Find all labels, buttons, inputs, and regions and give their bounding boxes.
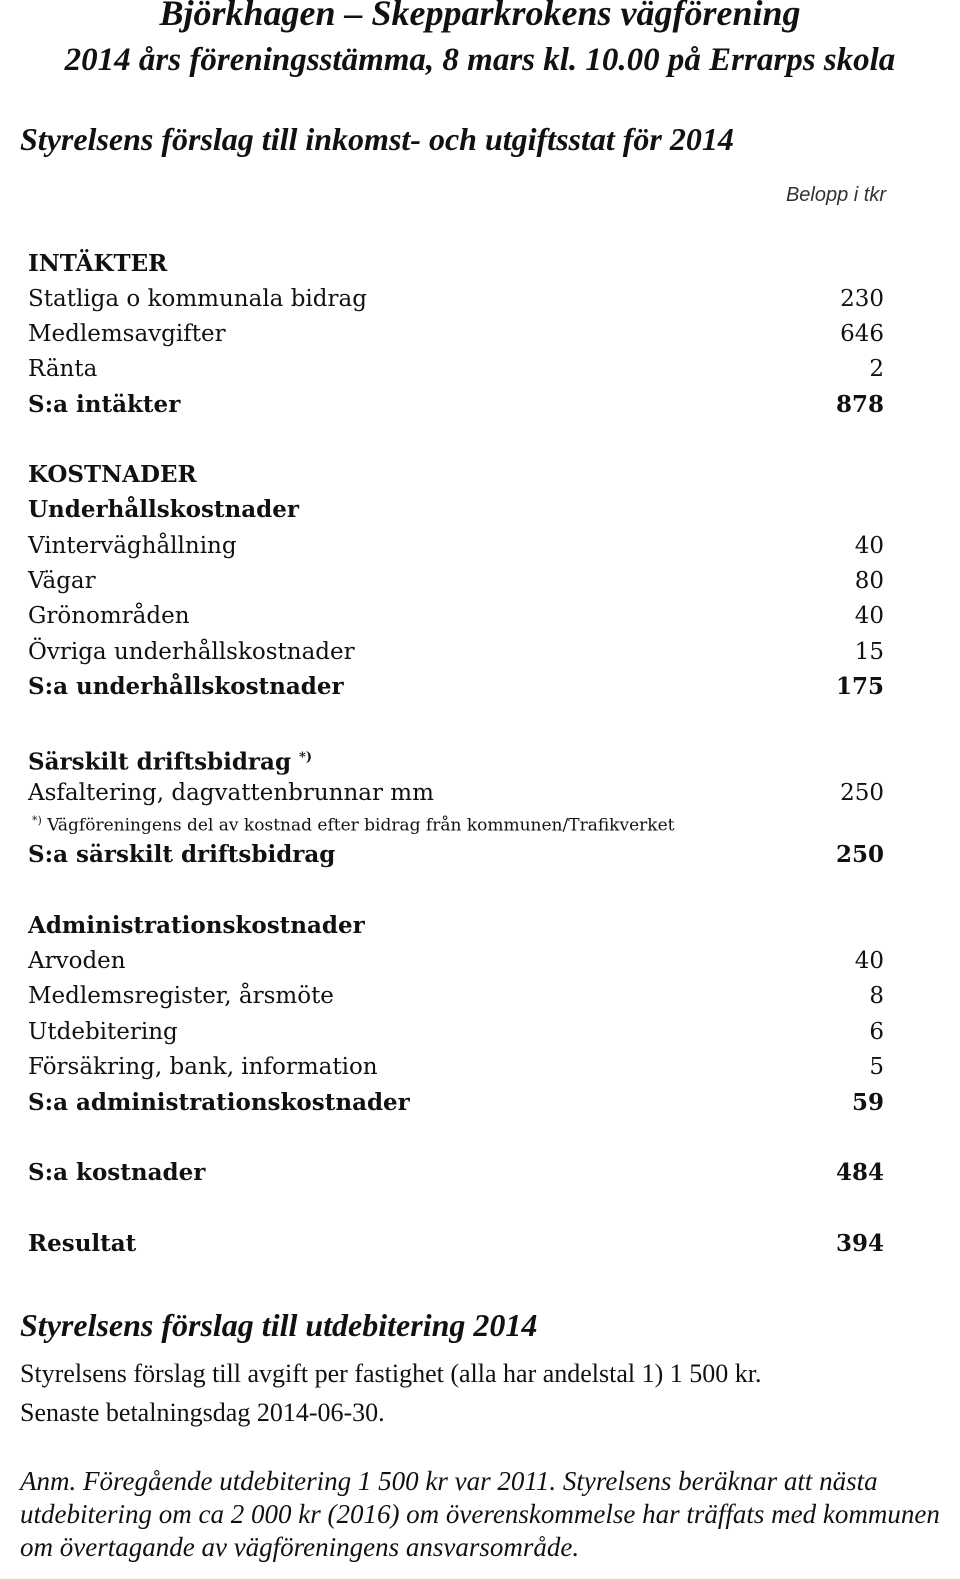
footnote-marker: *) (299, 750, 312, 765)
special-contribution-heading: Särskilt driftsbidrag *) (28, 748, 312, 776)
admin-row: Försäkring, bank, information 5 (28, 1054, 884, 1080)
remark-text: Anm. Föregående utdebitering 1 500 kr var 2011. Styrelsens beräknar att nästa utdebitering om ca 2 000 kr (2016) om överenskommelse har träffats med kommunen om övertagande av vägföreningens ansvarsområde. (20, 1466, 940, 1562)
maintenance-row: Grönområden 40 (28, 603, 884, 629)
income-total-row: S:a intäkter 878 (28, 391, 884, 418)
footnote: *) Vägföreningens del av kostnad efter bidrag från kommunen/Trafikverket (32, 814, 675, 836)
document-subtitle: 2014 års föreningsstämma, 8 mars kl. 10.00 på Errarps skola (64, 42, 896, 78)
document-title: Björkhagen – Skepparkrokens vägförening (159, 0, 801, 33)
admin-heading: Administrationskostnader (28, 912, 365, 939)
admin-total-row: S:a administrationskostnader 59 (28, 1089, 884, 1116)
costs-heading: KOSTNADER (28, 461, 197, 488)
special-contribution-row: Asfaltering, dagvattenbrunnar mm 250 (28, 780, 884, 806)
maintenance-total-row: S:a underhållskostnader 175 (28, 673, 884, 700)
fee-proposal-text: Styrelsens förslag till avgift per fastighet (alla har andelstal 1) 1 500 kr. (20, 1359, 762, 1388)
income-row: Medlemsavgifter 646 (28, 321, 884, 347)
amount-unit-note: Belopp i tkr (785, 184, 886, 206)
admin-row: Medlemsregister, årsmöte 8 (28, 983, 884, 1009)
income-row: Statliga o kommunala bidrag 230 (28, 286, 884, 312)
payment-deadline-text: Senaste betalningsdag 2014-06-30. (20, 1398, 385, 1427)
maintenance-row: Övriga underhållskostnader 15 (28, 639, 884, 665)
admin-row: Arvoden 40 (28, 948, 884, 974)
maintenance-row: Vinterväghållning 40 (28, 533, 884, 559)
maintenance-row: Vägar 80 (28, 568, 884, 594)
fee-heading: Styrelsens förslag till utdebitering 2014 (20, 1307, 538, 1343)
maintenance-heading: Underhållskostnader (28, 496, 299, 523)
costs-total-row: S:a kostnader 484 (28, 1159, 884, 1186)
special-contribution-total-row: S:a särskilt driftsbidrag 250 (28, 841, 884, 868)
result-row: Resultat 394 (28, 1230, 884, 1257)
admin-row: Utdebitering 6 (28, 1019, 884, 1045)
income-heading: INTÄKTER (28, 250, 168, 277)
income-row: Ränta 2 (28, 356, 884, 382)
budget-heading: Styrelsens förslag till inkomst- och utgiftsstat för 2014 (20, 121, 734, 157)
